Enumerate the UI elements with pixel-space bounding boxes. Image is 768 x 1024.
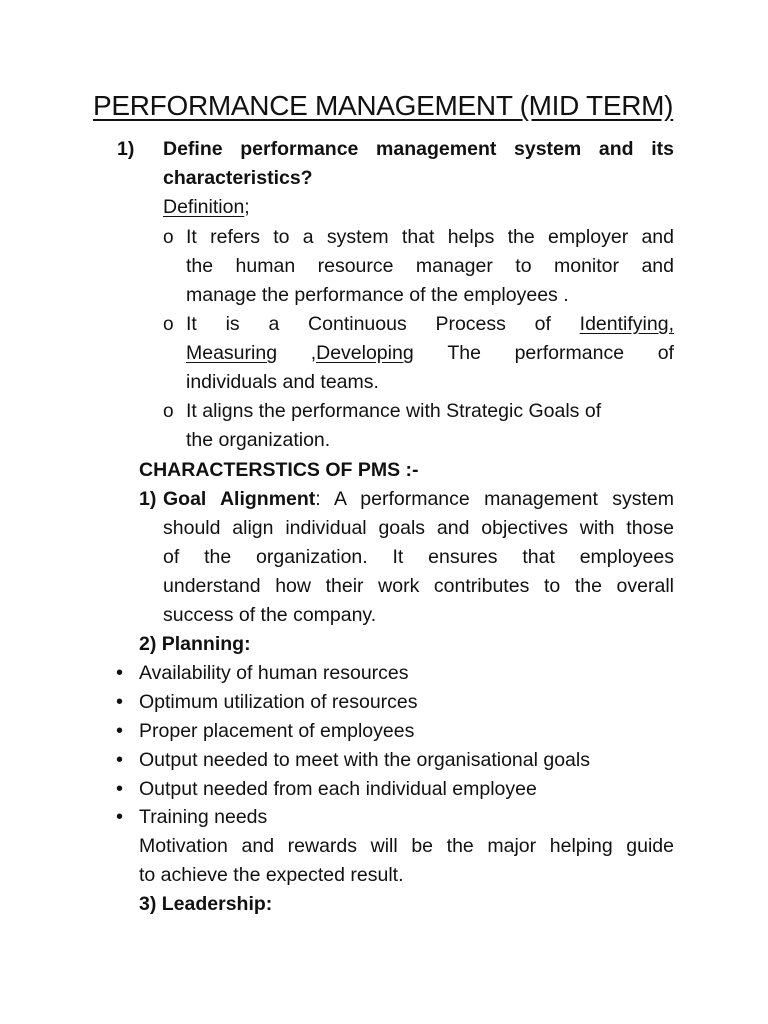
leadership-heading: 3) Leadership: (139, 893, 273, 915)
planning-bullet-6: Training needs (139, 806, 268, 828)
word: a (268, 313, 280, 335)
circle-bullet-icon: o (163, 401, 174, 422)
underlined-term-developing: Developing (316, 342, 414, 364)
word: of (657, 342, 674, 364)
word: The (447, 342, 481, 364)
planning-bullet-2: Optimum utilization of resources (139, 691, 418, 713)
planning-bullet-3: Proper placement of employees (139, 720, 415, 742)
definition-item-2-line-3: individuals and teams. (186, 371, 379, 393)
goal-line-2: should align individual goals and objectives with those (163, 517, 674, 539)
question-number: 1) (117, 138, 135, 160)
definition-item-2-line-1 (186, 310, 674, 339)
word: Continuous (308, 313, 407, 335)
planning-para-line-1: Motivation and rewards will be the major helping guide (139, 835, 674, 857)
question-line-2: characteristics? (163, 167, 313, 189)
planning-bullet-5: Output needed from each individual employee (139, 778, 537, 800)
underlined-term-measuring: Measuring (186, 342, 278, 364)
underlined-term-identifying: Identifying, (579, 313, 674, 335)
word: performance (514, 342, 625, 364)
definition-heading (163, 193, 250, 222)
goal-line-3: of the organization. It ensures that employees (163, 546, 674, 568)
bullet-icon: • (116, 691, 124, 713)
definition-item-1-line-2: the human resource manager to monitor and (186, 255, 674, 277)
goal-line-5: success of the company. (163, 604, 377, 626)
goal-line-1 (163, 485, 674, 514)
bullet-icon: • (116, 662, 124, 684)
circle-bullet-icon: o (163, 314, 174, 335)
definition-item-3-line-1: It aligns the performance with Strategic Goals of (186, 400, 602, 422)
planning-bullet-4: Output needed to meet with the organisational goals (139, 749, 590, 771)
word: It (186, 313, 197, 335)
word: is (225, 313, 240, 335)
circle-bullet-icon: o (163, 227, 174, 248)
definition-item-1-line-1: It refers to a system that helps the employer and (186, 226, 674, 248)
bullet-icon: • (116, 806, 124, 828)
goal-number: 1) (139, 488, 157, 510)
goal-line-1-rest: : A performance management system (315, 488, 674, 510)
planning-para-line-2: to achieve the expected result. (139, 864, 404, 886)
definition-item-2-line-2 (186, 339, 674, 368)
definition-item-1-line-3: manage the performance of the employees . (186, 284, 569, 306)
bullet-icon: • (116, 778, 124, 800)
characteristics-heading: CHARACTERSTICS OF PMS :- (139, 459, 419, 481)
bullet-icon: • (116, 749, 124, 771)
bullet-icon: • (116, 720, 124, 742)
planning-bullet-1: Availability of human resources (139, 662, 409, 684)
page-title: PERFORMANCE MANAGEMENT (MID TERM) (93, 90, 674, 121)
comma: , (310, 342, 317, 364)
question-line-1: Define performance management system and its (163, 138, 674, 160)
comma-developing-group (311, 339, 414, 368)
word: Process (435, 313, 506, 335)
goal-label: Goal Alignment (163, 488, 316, 510)
planning-heading: 2) Planning: (139, 633, 251, 655)
definition-item-3-line-2: the organization. (186, 429, 331, 451)
definition-heading-text: Definition (163, 196, 245, 218)
word: of (534, 313, 551, 335)
goal-line-4: understand how their work contributes to the overall (163, 575, 674, 597)
definition-heading-suffix: ; (244, 196, 250, 218)
